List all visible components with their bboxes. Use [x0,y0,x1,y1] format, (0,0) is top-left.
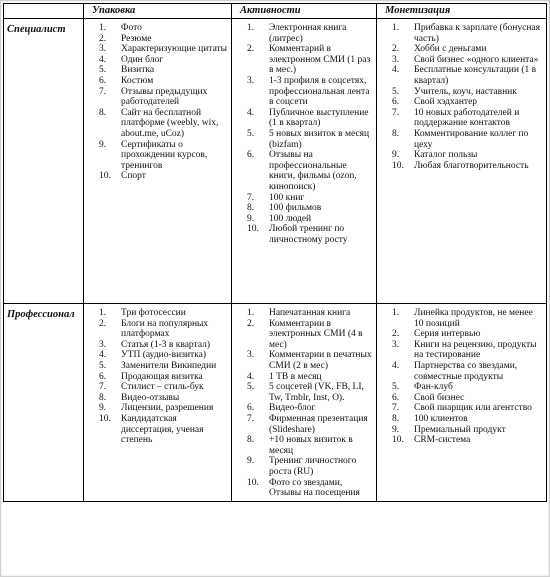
list-item [84,140,231,172]
list-item-text: 1 ТВ в месяц [269,371,322,382]
list-item [377,150,546,161]
packaging-list [84,304,231,448]
list-number: 6. [247,403,255,414]
list-number: 3. [99,339,107,350]
list-number: 3. [247,350,255,361]
list-item [377,129,546,150]
row-header: Профессионал [4,304,84,502]
list-item [232,319,376,351]
list-item [84,23,231,34]
list-item-text: Комментарии в печатных СМИ (2 в мес) [269,350,372,371]
list-item-text: Серия интервью [414,329,481,340]
list-number: 8. [247,435,255,446]
activity-list [232,19,376,247]
list-item [84,76,231,87]
list-item [84,44,231,55]
list-number: 10. [247,477,259,488]
list-item-text: 5 соцсетей (VK, FB, LI, Tw, Tmblr, Inst, O). [269,382,364,403]
list-item [377,55,546,66]
list-item-text: Видео-отзывы [121,392,180,403]
list-number: 3. [392,339,400,350]
list-item [84,372,231,383]
list-item-text: Бесплатные консультации (1 в квартал) [414,65,537,86]
list-number: 7. [247,413,255,424]
list-item [232,23,376,44]
list-item-text: CRM-система [414,435,471,446]
list-item-text: Комментарии в электронных СМИ (4 в мес) [269,318,363,350]
list-item [232,372,376,383]
list-item [377,361,546,382]
list-number: 1. [392,23,400,33]
list-item [84,382,231,393]
list-item [232,414,376,435]
list-number: 10. [99,171,111,182]
table-row [4,19,547,304]
list-item-text: УТП (аудио-визитка) [121,350,207,361]
monetization-cell [377,304,547,502]
list-item-text: Комментарий в электронном СМИ (1 раз в мес.) [269,44,371,76]
list-item [377,23,546,44]
list-number: 6. [392,97,400,108]
list-item [377,393,546,404]
list-number: 9. [99,139,107,150]
list-item [377,403,546,414]
list-item-text: Хобби с деньгами [414,44,487,55]
list-item [232,403,376,414]
header-monetization: Монетизация [377,4,547,19]
list-item [84,403,231,414]
list-item-text: Один блог [121,54,164,65]
list-item [377,414,546,425]
list-number: 2. [392,329,400,340]
list-number: 10. [99,413,111,424]
list-item [377,108,546,129]
list-item-text: Визитка [121,65,155,76]
list-item-text: 100 клиентов [414,413,468,424]
list-item [232,76,376,108]
list-item-text: Видео-блог [269,403,316,414]
list-item-text: Отзывы на профессиональные книги, фильмы (ozon, кинопоиск) [269,150,357,192]
list-item-text: Каталог пользы [414,150,478,161]
list-item-text: 10 новых работодателей и поддержание контактов [414,107,520,129]
list-number: 4. [99,350,107,361]
list-item [232,478,376,499]
list-item-text: Сайт на бесплатной платформе (weebly, wix, about.me, uCoz) [121,107,219,139]
list-number: 6. [247,150,255,161]
list-item [232,203,376,214]
list-item [377,97,546,108]
strategy-table [3,3,547,502]
list-item-text: Сертификаты о прохождении курсов, тренингов [121,139,208,171]
header-packaging: Упаковка [84,4,232,19]
packaging-cell [84,304,232,502]
list-number: 9. [99,403,107,414]
list-item-text: Характеризующие цитаты [121,44,228,55]
list-item-text: Блоги на популярных платформах [121,318,209,340]
list-item-text: Прибавка к зарплате (бонусная часть) [414,23,541,44]
monetization-cell [377,19,547,304]
list-item-text: Статья (1-3 в квартал) [121,339,211,350]
table-row [4,304,547,502]
list-number: 7. [392,107,400,118]
list-number: 7. [99,382,107,393]
list-number: 10. [392,160,404,171]
list-number: 4. [392,360,400,371]
list-item [84,340,231,351]
list-number: 4. [247,371,255,382]
list-item-text: Линейка продуктов, не менее 10 позиций [414,308,533,329]
list-item-text: Резюме [121,33,152,44]
list-item [232,435,376,456]
packaging-cell [84,19,232,304]
list-number: 1. [247,308,255,318]
activity-cell [232,19,377,304]
monetization-list [377,304,546,448]
list-number: 2. [247,44,255,55]
list-number: 3. [392,54,400,65]
list-item [84,308,231,319]
list-number: 7. [99,86,107,97]
list-item [232,350,376,371]
list-number: 5. [247,128,255,139]
list-item [84,350,231,361]
list-item [84,34,231,45]
list-number: 9. [392,150,400,161]
list-item [232,382,376,403]
list-item [377,87,546,98]
list-item-text: Свой бизнес «одного клиента» [414,54,539,65]
list-number: 9. [247,213,255,224]
list-item-text: Свой хэдхантер [414,97,478,108]
monetization-list [377,19,546,173]
list-number: 8. [99,392,107,403]
list-number: 8. [392,413,400,424]
list-number: 4. [247,107,255,118]
list-number: 2. [99,33,107,44]
list-item-text: Напечатанная книга [269,308,351,318]
list-item-text: Свой пиарщик или агентство [414,403,532,414]
list-item [377,65,546,86]
list-item-text: Партнерства со звездами, совместные продукты [414,360,518,382]
list-number: 6. [99,75,107,86]
list-item-text: Кандидатская диссертация, ученая степень [121,413,204,446]
list-item [377,308,546,329]
list-item [84,87,231,108]
list-item-text: Электронная книга (литрес) [269,23,347,44]
list-item [232,129,376,150]
list-item [377,435,546,446]
list-item-text: Книги на рецензию, продукты на тестирование [414,339,537,361]
list-item-text: Учитель, коуч, наставник [414,86,517,97]
header-activity: Активности [232,4,377,19]
list-item-text: 100 фильмов [269,203,322,214]
list-number: 5. [392,382,400,393]
list-item-text: Любая благотворительность [414,160,529,171]
list-item [377,425,546,436]
list-number: 7. [392,403,400,414]
list-item [84,55,231,66]
list-item [232,150,376,192]
activity-list [232,304,376,501]
list-number: 1. [99,308,107,318]
list-item [232,456,376,477]
list-number: 5. [392,86,400,97]
list-item-text: Отзывы предыдущих работодателей [121,86,208,108]
list-item [84,414,231,446]
list-item [232,44,376,76]
list-number: 9. [247,456,255,467]
list-item-text: 100 книг [269,192,305,203]
list-item [84,393,231,404]
list-number: 8. [247,203,255,214]
list-item [232,108,376,129]
list-item [232,193,376,204]
list-item-text: Публичное выступление (1 в квартал) [269,107,369,129]
list-item-text: Стилист – стиль-бук [121,382,204,393]
list-item-text: Лицензии, разрешения [121,403,214,414]
list-item [377,44,546,55]
list-item [84,65,231,76]
list-item-text: Заменители Википедии [121,360,217,371]
list-item-text: Спорт [121,171,146,182]
list-item-text: Фирменная презентация (Slideshare) [269,413,368,435]
list-item [84,319,231,340]
list-item [377,382,546,393]
list-number: 7. [247,192,255,203]
list-number: 8. [392,128,400,139]
list-item [84,108,231,140]
list-number: 9. [392,424,400,435]
list-item [377,340,546,361]
list-item [84,171,231,182]
list-item [377,161,546,172]
list-item [232,214,376,225]
activity-cell [232,304,377,502]
list-item-text: 1-3 профиля в соцсетях, профессиональная лента в соцсети [269,75,370,108]
list-item-text: Свой бизнес [414,392,465,403]
list-item-text: 100 людей [269,213,312,224]
list-item-text: Три фотосессии [121,308,186,318]
corner-cell [4,4,84,19]
list-item [377,329,546,340]
list-number: 4. [99,54,107,65]
header-row [4,4,547,19]
list-number: 1. [99,23,107,33]
list-number: 2. [99,318,107,329]
list-item [84,361,231,372]
list-number: 1. [392,308,400,318]
list-item-text: Фан-клуб [414,382,453,393]
list-item-text: +10 новых визиток в месяц [269,435,353,456]
list-number: 5. [99,360,107,371]
packaging-list [84,19,231,184]
list-item [232,308,376,319]
list-number: 10. [392,435,404,446]
list-number: 8. [99,107,107,118]
row-header: Специалист [4,19,84,304]
list-number: 5. [247,382,255,393]
list-number: 6. [99,371,107,382]
list-item [232,224,376,245]
list-number: 6. [392,392,400,403]
list-item-text: Продающая визитка [121,371,203,382]
list-number: 3. [247,75,255,86]
list-item-text: Тренинг личностного роста (RU) [269,456,357,477]
list-number: 1. [247,23,255,33]
list-item-text: Фото [121,23,142,33]
list-number: 3. [99,44,107,55]
list-number: 2. [392,44,400,55]
list-number: 5. [99,65,107,76]
list-item-text: Любой тренинг по личностному росту [269,224,348,245]
list-number: 4. [392,65,400,76]
list-item-text: 5 новых визиток в месяц (bizfam) [269,128,370,150]
list-item-text: Премиальный продукт [414,424,506,435]
list-number: 2. [247,318,255,329]
list-item-text: Костюм [121,75,154,86]
list-item-text: Комментирование коллег по цеху [414,128,529,150]
list-item-text: Фото со звездами, Отзывы на посещения [269,477,360,499]
list-number: 10. [247,224,259,235]
